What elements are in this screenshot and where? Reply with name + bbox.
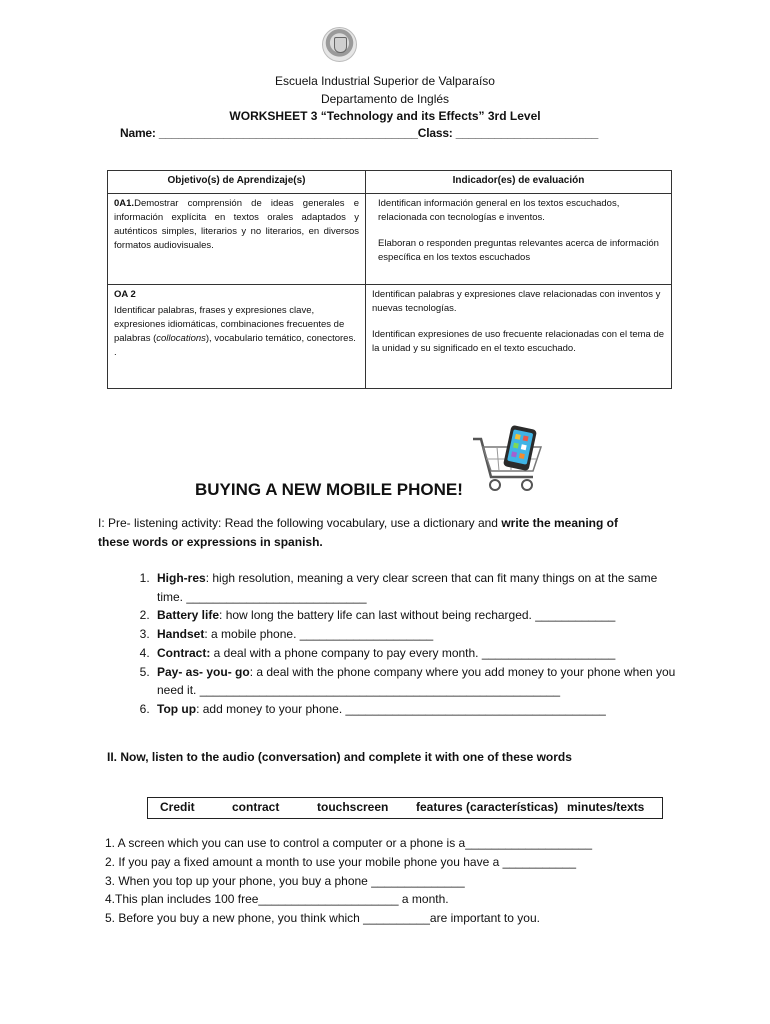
list-item [153,569,678,606]
objective-text: Identificar palabras, frases y expresiones clave, expresiones idiomáticas, combinaciones frecuentes de palabras ( [114,305,345,344]
name-class-line: Name: ________________________________________Class: ______________________ [120,126,599,140]
list-item [153,700,678,719]
section2-instruction: II. Now, listen to the audio (conversation) and complete it with one of these words [107,750,572,764]
objective-text-italic: collocations [156,333,206,344]
school-crest-icon [322,27,357,62]
list-item [153,663,678,700]
vocab-term: Contract: [157,645,211,660]
instruction-bold: these words or expressions in spanish. [98,535,323,549]
objective-cell-1 [108,194,366,285]
word-bank-item: minutes/texts [567,800,645,814]
school-name: Escuela Industrial Superior de Valparaíso [275,74,495,88]
objective-code: OA 2 [114,289,136,300]
vocab-term: High-res [157,571,206,585]
objective-code: 0A1. [114,198,135,209]
indicator-text: Elaboran o responden preguntas relevantes acerca de información específica en los textos escuchados [378,238,659,263]
objective-dot: . [114,347,117,358]
instruction-bold: write the meaning of [501,516,619,530]
list-item [153,606,678,625]
indicator-cell-2 [366,285,672,389]
vocab-definition: : how long the battery life can last without being recharged. ____________ [219,608,616,623]
list-item [153,625,678,644]
vocabulary-list [123,569,678,719]
exercise-sentence: 1. A screen which you can use to control a computer or a phone is a___________________ [105,836,593,850]
objective-text: ), vocabulario temático, conectores. [205,333,356,344]
worksheet-title: WORKSHEET 3 “Technology and its Effects” 3rd Level [229,109,541,123]
vocab-term: Handset [157,627,205,642]
vocab-definition: : high resolution, meaning a very clear screen that can fit many things on at the same time. ___________________________ [157,571,658,604]
indicator-cell-1 [366,194,672,285]
list-item [153,644,678,663]
vocab-term: Pay- as- you- go [157,664,250,679]
word-bank-item: contract [232,800,280,814]
department-name: Departamento de Inglés [320,92,450,106]
vocab-definition: : a deal with the phone company where you add money to your phone when you need it. ______________________________________________________ [157,664,676,698]
vocab-definition: : a mobile phone. ____________________ [204,627,434,642]
shopping-cart-phone-icon [471,425,549,495]
objective-cell-2 [108,285,366,389]
vocab-definition: a deal with a phone company to pay every month. ____________________ [210,645,616,660]
objective-text: Demostrar comprensión de ideas generales e información explícita en textos orales adaptados y auténticos simples, literarios y no literarios, en diversos formatos audiovisuales. [114,198,359,251]
indicator-text: Identifican expresiones de uso frecuente relacionadas con el tema de la unidad y su significado en el texto escuchado. [372,329,665,354]
word-bank [147,797,663,819]
vocab-definition: : add money to your phone. _______________________________________ [196,701,606,716]
exercise-sentences [105,834,592,928]
col-header-objectives: Objetivo(s) de Aprendizaje(s) [108,171,366,194]
page-title: BUYING A NEW MOBILE PHONE! [195,480,463,499]
vocab-term: Battery life [157,608,220,623]
indicator-text: Identifican información general en los textos escuchados, relacionada con tecnologías e inventos. [378,198,620,223]
word-bank-item: touchscreen [317,800,389,814]
section1-instruction [98,514,658,552]
exercise-sentence: 5. Before you buy a new phone, you think which __________are important to you. [105,911,540,926]
word-bank-item: Credit [160,800,195,814]
exercise-sentence: 2. If you pay a fixed amount a month to use your mobile phone you have a ___________ [105,854,576,869]
instruction-text: I: Pre- listening activity: Read the following vocabulary, use a dictionary and [98,516,502,530]
col-header-indicators: Indicador(es) de evaluación [366,171,672,194]
indicator-text: Identifican palabras y expresiones clave relacionadas con inventos y nuevas tecnologías. [372,289,661,314]
exercise-sentence: 4.This plan includes 100 free_____________________ a month. [105,892,449,907]
objectives-table [107,170,672,389]
word-bank-item: features (características) [416,800,559,814]
vocab-term: Top up [157,701,197,716]
exercise-sentence: 3. When you top up your phone, you buy a phone ______________ [105,873,465,888]
